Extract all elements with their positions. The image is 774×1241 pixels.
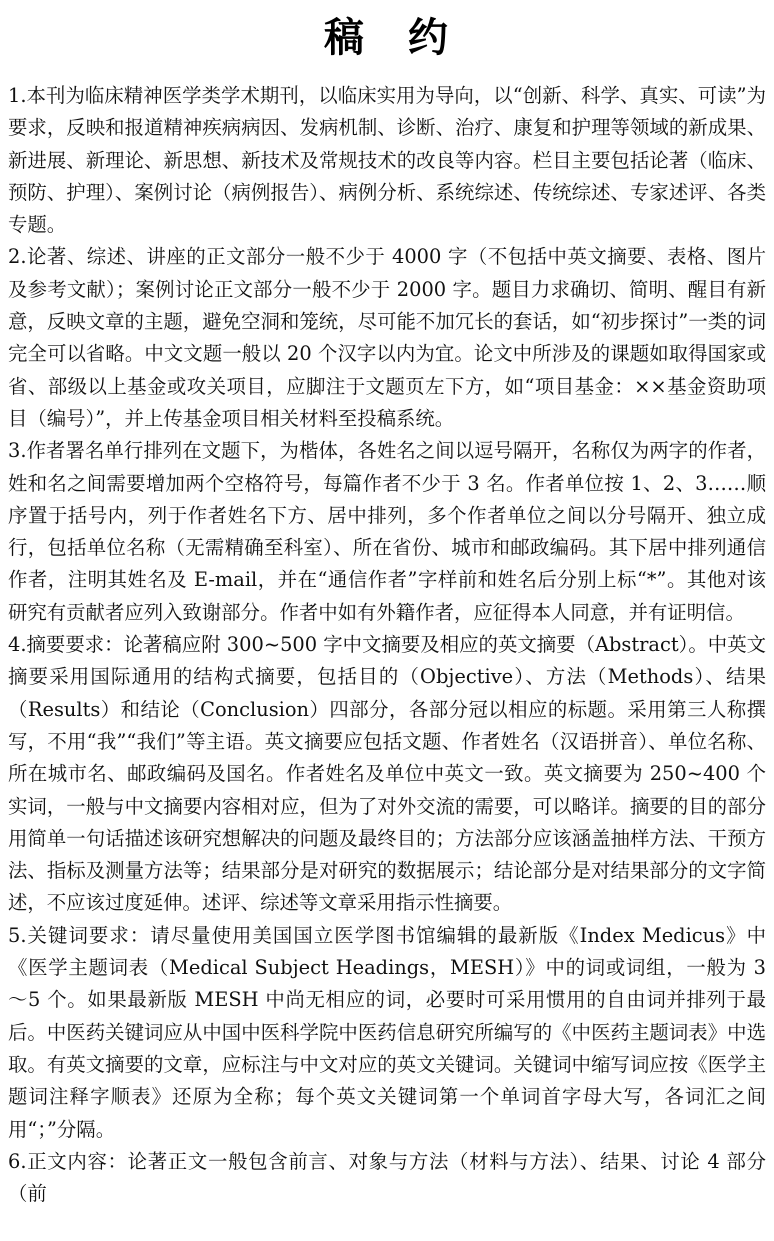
paragraph-keywords: 5.关键词要求：请尽量使用美国国立医学图书馆编辑的最新版《Index Medicus》中《医学主题词表（Medical Subject Headings，MESH）》中的词或词组，一般为 3～5 个。如果最新版 MESH 中尚无相应的词，必要时可采用惯用的自由词并排列于最后。中医药关键词应从中国中医科学院中医药信息研究所编写的《中医药主题词表》中选取。有英文摘要的文章，应标注与中文对应的英文关键词。关键词中缩写词应按《医学主题词注释字顺表》还原为全称；每个英文关键词第一个单词首字母大写，各词汇之间用“；”分隔。	[8, 923, 766, 1141]
paragraph-scope: 1.本刊为临床精神医学类学术期刊，以临床实用为导向，以“创新、科学、真实、可读”为要求，反映和报道精神疾病病因、发病机制、诊断、治疗、康复和护理等领域的新成果、新进展、新理论、新思想、新技术及常规技术的改良等内容。栏目主要包括论著（临床、预防、护理）、案例讨论（病例报告）、病例分析、系统综述、传统综述、专家述评、各类专题。	[8, 84, 766, 237]
paragraph-authors: 3.作者署名单行排列在文题下，为楷体，各姓名之间以逗号隔开，名称仅为两字的作者，姓和名之间需要增加两个空格符号，每篇作者不少于 3 名。作者单位按 1、2、3……顺序置于括号内，列于作者姓名下方、居中排列，多个作者单位之间以分号隔开、独立成行，包括单位名称（无需精确至科室）、所在省份、城市和邮政编码。其下居中排列通信作者，注明其姓名及 E-mail，并在“通信作者”字样前和姓名后分别上标“*”。其他对该研究有贡献者应列入致谢部分。作者中如有外籍作者，应征得本人同意，并有证明信。	[8, 439, 766, 624]
document-body	[8, 80, 766, 1210]
paragraph-length-and-title: 2.论著、综述、讲座的正文部分一般不少于 4000 字（不包括中英文摘要、表格、图片及参考文献）；案例讨论正文部分一般不少于 2000 字。题目力求确切、简明、醒目有新意，反映文章的主题，避免空洞和笼统，尽可能不加冗长的套话，如“初步探讨”一类的词完全可以省略。中文文题一般以 20 个汉字以内为宜。论文中所涉及的课题如取得国家或省、部级以上基金或攻关项目，应脚注于文题页左下方，如“项目基金：××基金资助项目（编号）”，并上传基金项目相关材料至投稿系统。	[8, 245, 766, 430]
page-title: 稿 约	[324, 15, 450, 61]
paragraph-abstract: 4.摘要要求：论著稿应附 300~500 字中文摘要及相应的英文摘要（Abstract）。中英文摘要采用国际通用的结构式摘要，包括目的（Objective）、方法（Methods）、结果（Results）和结论（Conclusion）四部分，各部分冠以相应的标题。采用第三人称撰写，不用“我”“我们”等主语。英文摘要应包括文题、作者姓名（汉语拼音）、单位名称、所在城市名、邮政编码及国名。作者姓名及单位中英文一致。英文摘要为 250~400 个实词，一般与中文摘要内容相对应，但为了对外交流的需要，可以略详。摘要的目的部分用简单一句话描述该研究想解决的问题及最终目的；方法部分应该涵盖抽样方法、干预方法、指标及测量方法等；结果部分是对研究的数据展示；结论部分是对结果部分的文字简述，不应该过度延伸。述评、综述等文章采用指示性摘要。	[8, 633, 766, 915]
paragraph-main-text: 6.正文内容：论著正文一般包含前言、对象与方法（材料与方法）、结果、讨论 4 部分（前	[8, 1149, 766, 1206]
